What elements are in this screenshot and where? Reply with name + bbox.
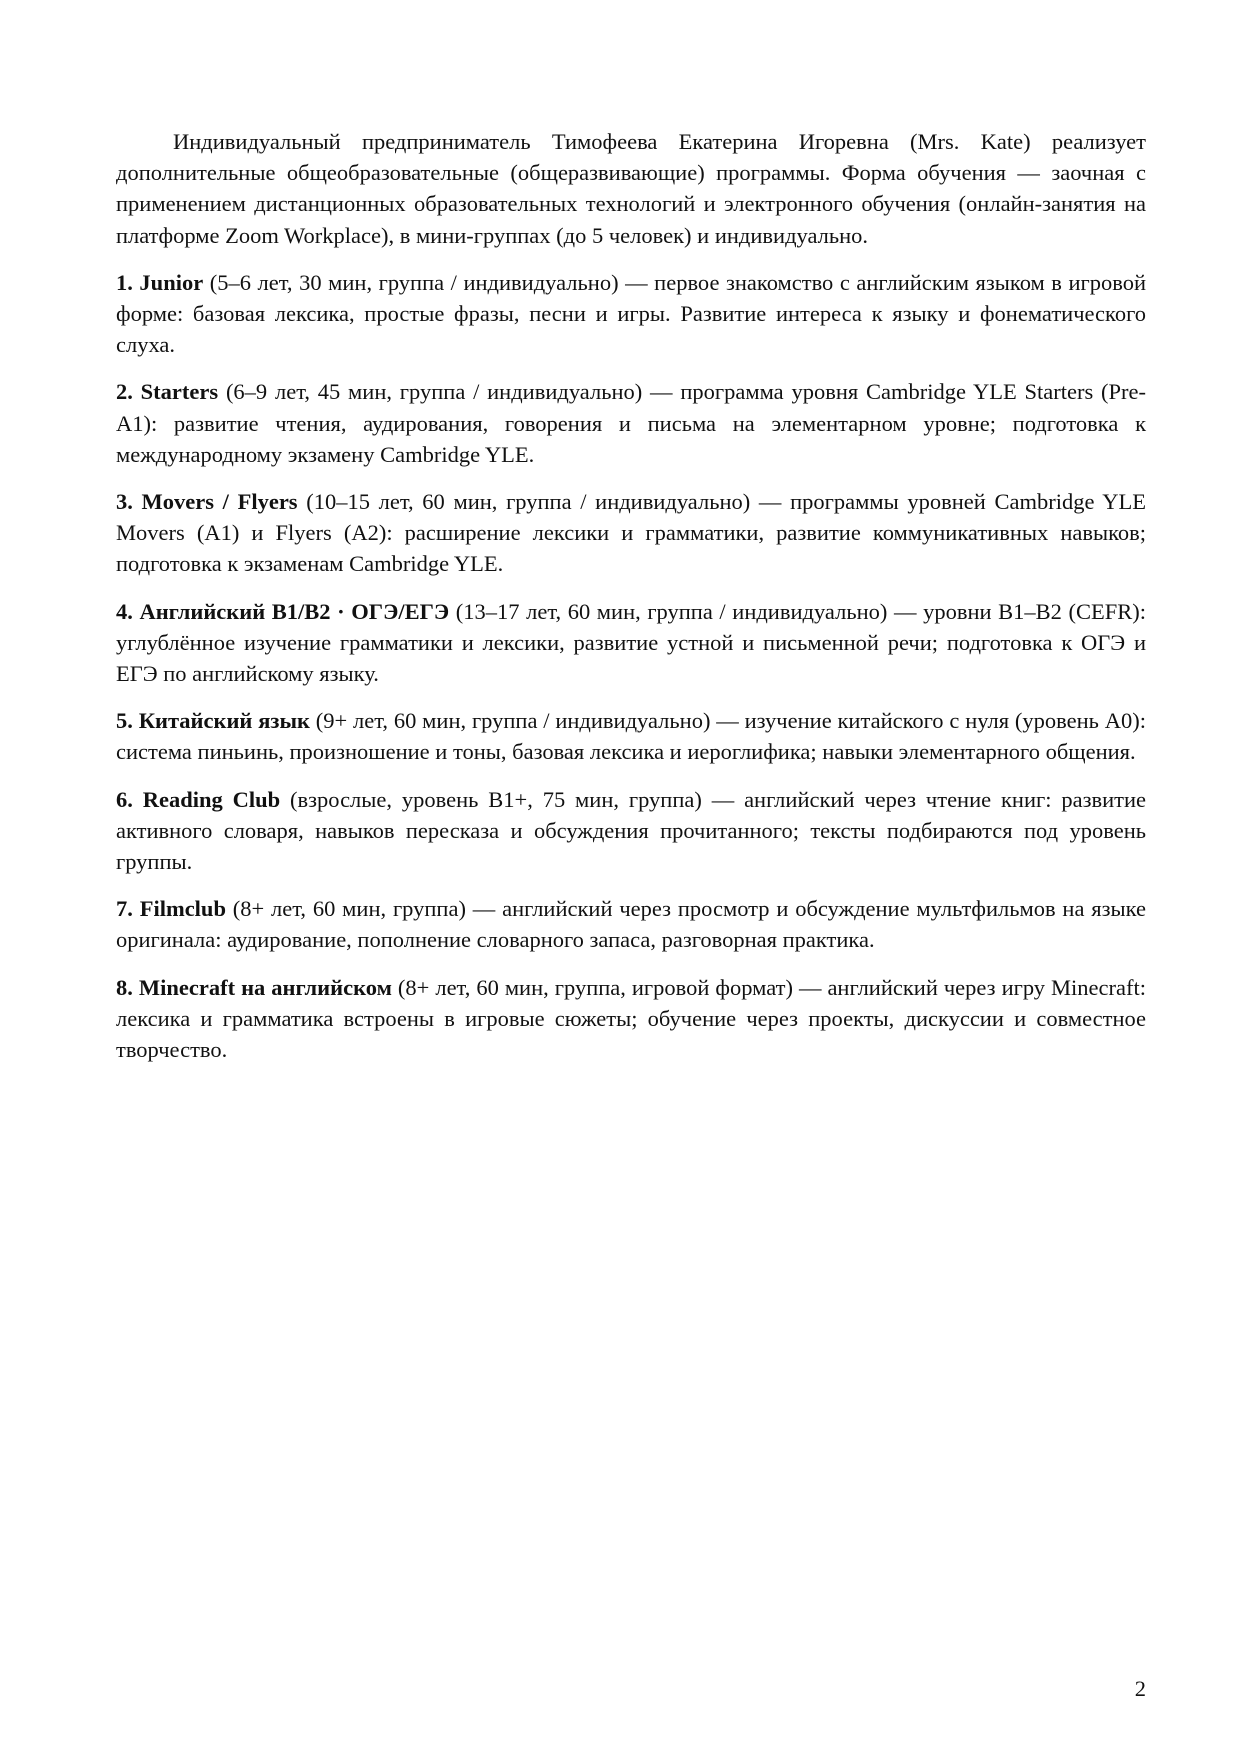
program-title: 8. Minecraft на английском — [116, 974, 392, 1000]
program-paragraph — [116, 784, 1146, 878]
program-description: (8+ лет, 60 мин, группа, игровой формат) — английский через игру Minecraft: лексика и грамматика встроены в игровые сюжеты; обучение через проекты, дискуссии и совместное творчество. — [116, 974, 1146, 1063]
program-paragraph — [116, 893, 1146, 955]
program-title: 6. Reading Club — [116, 786, 281, 812]
program-paragraph — [116, 267, 1146, 361]
program-title: 5. Китайский язык — [116, 708, 310, 734]
program-title: 3. Movers / Flyers — [116, 489, 298, 515]
program-paragraph — [116, 596, 1146, 690]
program-paragraph — [116, 376, 1146, 470]
program-description: (5–6 лет, 30 мин, группа / индивидуально) — первое знакомство с английским языком в игровой форме: базовая лексика, простые фразы, песни и игры. Развитие интереса к языку и фонематического слуха. — [116, 269, 1147, 358]
page-number: 2 — [1134, 1676, 1146, 1701]
program-description: (взрослые, уровень B1+, 75 мин, группа) — английский через чтение книг: развитие активного словаря, навыков пересказа и обсуждения прочитанного; тексты подбираются под уровень группы. — [116, 786, 1146, 875]
program-title: 7. Filmclub — [116, 896, 226, 922]
page-content — [116, 126, 1146, 1081]
program-title: 1. Junior — [116, 269, 204, 295]
program-description: (8+ лет, 60 мин, группа) — английский через просмотр и обсуждение мультфильмов на языке оригинала: аудирование, пополнение словарного запаса, разговорная практика. — [116, 896, 1146, 953]
program-description: (6–9 лет, 45 мин, группа / индивидуально) — программа уровня Cambridge YLE Starters (Pre-A1): развитие чтения, аудирования, говорения и письма на элементарном уровне; подготовка к международному экзамену Cambridge YLE. — [116, 379, 1146, 467]
program-title: 4. Английский B1/B2 · ОГЭ/ЕГЭ — [116, 598, 450, 624]
program-title: 2. Starters — [116, 379, 219, 405]
program-description: (13–17 лет, 60 мин, группа / индивидуально) — уровни B1–B2 (CEFR): углублённое изучение грамматики и лексики, развитие устной и письменной речи; подготовка к ОГЭ и ЕГЭ по английскому языку. — [116, 598, 1146, 687]
intro-paragraph: Индивидуальный предприниматель Тимофеева Екатерина Игоревна (Mrs. Kate) реализует дополнительные общеобразовательные (общеразвивающие) программы. Форма обучения — заочная с применением дистанционных образовательных технологий и электронного обучения (онлайн-занятия на платформе Zoom Workplace), в мини-группах (до 5 человек) и индивидуально. — [116, 129, 1146, 248]
program-paragraph — [116, 705, 1146, 767]
program-paragraph — [116, 486, 1146, 580]
program-description: (10–15 лет, 60 мин, группа / индивидуально) — программы уровней Cambridge YLE Movers (A1) и Flyers (A2): расширение лексики и грамматики, развитие коммуникативных навыков; подготовка к экзаменам Cambridge YLE. — [116, 489, 1146, 577]
program-paragraph — [116, 972, 1146, 1066]
program-description: (9+ лет, 60 мин, группа / индивидуально) — изучение китайского с нуля (уровень A0): система пиньинь, произношение и тоны, базовая лексика и иероглифика; навыки элементарного общения. — [116, 708, 1146, 765]
